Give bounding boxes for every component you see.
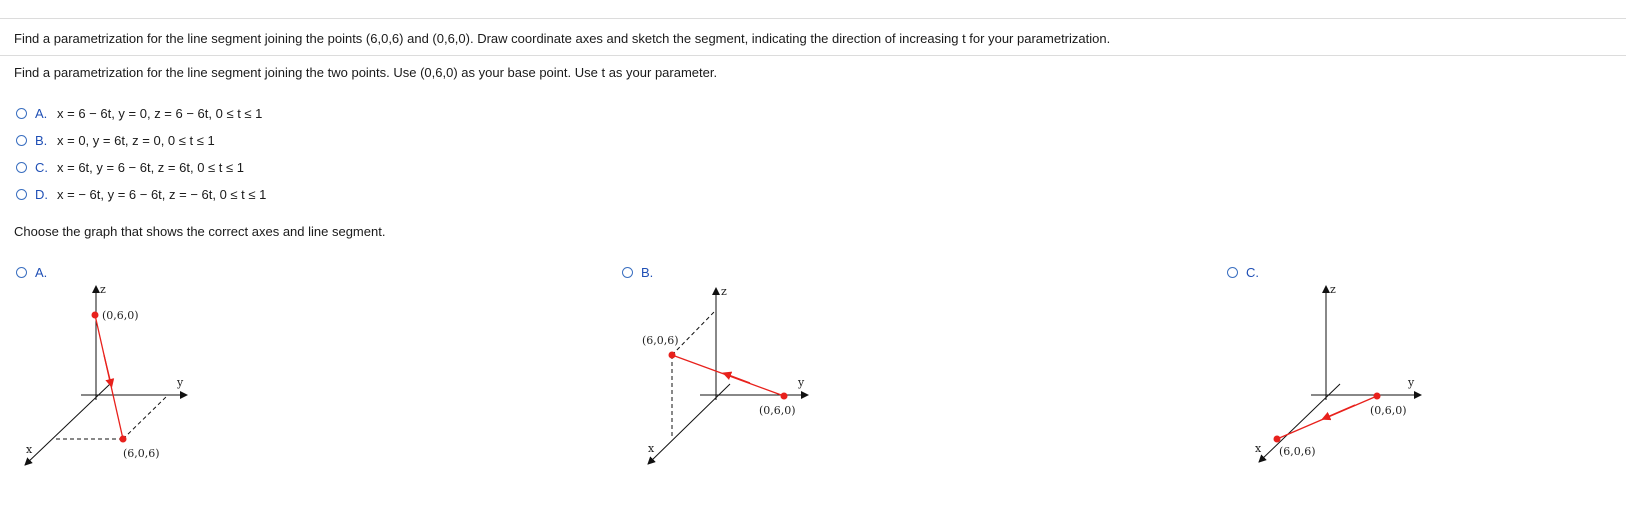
x-axis-label: x	[26, 443, 33, 456]
direction-arrow	[104, 355, 111, 384]
question-part1: Find a parametrization for the line segment joining the two points. Use (0,6,0) as your base point. Use t as your parameter.	[14, 65, 718, 80]
option-letter: B.	[35, 132, 48, 148]
direction-arrow	[1325, 405, 1355, 418]
x-axis-label: x	[648, 442, 655, 455]
z-axis-label: z	[100, 283, 106, 296]
guide-line	[123, 395, 168, 439]
point-start	[1374, 393, 1381, 400]
top-divider	[0, 18, 1626, 19]
point-end	[669, 352, 676, 359]
option-letter: C.	[1246, 264, 1259, 280]
radio-button[interactable]	[16, 162, 27, 173]
guide-line	[672, 310, 716, 355]
z-axis-label: z	[721, 285, 727, 298]
question-part2: Choose the graph that shows the correct axes and line segment.	[14, 224, 386, 239]
y-axis-label: y	[798, 376, 805, 389]
graph-option-c[interactable]	[1227, 263, 1268, 281]
point-end	[1274, 436, 1281, 443]
option-text: x = 0, y = 6t, z = 0, 0 ≤ t ≤ 1	[57, 132, 215, 148]
option-a[interactable]	[16, 104, 262, 122]
x-axis-label: x	[1255, 442, 1262, 455]
z-axis-label: z	[1330, 283, 1336, 296]
question-main: Find a parametrization for the line segment joining the points (6,0,6) and (0,6,0). Draw coordinate axes and sketch the segment, indicating the direction of increasing t for your parametrization.	[14, 31, 1111, 46]
radio-button[interactable]	[16, 135, 27, 146]
option-text: x = − 6t, y = 6 − 6t, z = − 6t, 0 ≤ t ≤ 1	[57, 186, 267, 202]
option-letter: D.	[35, 186, 48, 202]
line-segment	[672, 355, 784, 396]
point-start-label: (0,6,0)	[759, 404, 796, 417]
graph-option-a[interactable]	[16, 263, 57, 281]
graph-a	[15, 282, 215, 472]
graph-option-b[interactable]	[622, 263, 663, 281]
x-axis	[648, 384, 730, 464]
option-b[interactable]	[16, 131, 215, 149]
radio-button[interactable]	[1227, 267, 1238, 278]
y-axis-label: y	[1408, 376, 1415, 389]
radio-button[interactable]	[16, 189, 27, 200]
radio-button[interactable]	[16, 267, 27, 278]
graph-b	[630, 282, 830, 472]
option-text: x = 6 − 6t, y = 0, z = 6 − 6t, 0 ≤ t ≤ 1	[57, 105, 263, 121]
option-d[interactable]	[16, 185, 266, 203]
option-c[interactable]	[16, 158, 244, 176]
question-divider	[0, 55, 1626, 56]
y-axis-label: y	[177, 376, 184, 389]
option-letter: C.	[35, 159, 48, 175]
point-end-label: (6,0,6)	[1279, 445, 1316, 458]
direction-arrow	[726, 374, 750, 383]
point-end	[120, 436, 127, 443]
option-letter: A.	[35, 264, 48, 280]
option-text: x = 6t, y = 6 − 6t, z = 6t, 0 ≤ t ≤ 1	[57, 159, 244, 175]
x-axis	[25, 384, 110, 465]
radio-button[interactable]	[622, 267, 633, 278]
option-letter: B.	[641, 264, 654, 280]
radio-button[interactable]	[16, 108, 27, 119]
option-letter: A.	[35, 105, 48, 121]
graph-c	[1245, 282, 1445, 472]
point-start	[92, 312, 99, 319]
point-start	[781, 393, 788, 400]
point-end-label: (6,0,6)	[123, 447, 160, 460]
point-end-label: (6,0,6)	[642, 334, 679, 347]
point-start-label: (0,6,0)	[102, 309, 139, 322]
point-start-label: (0,6,0)	[1370, 404, 1407, 417]
